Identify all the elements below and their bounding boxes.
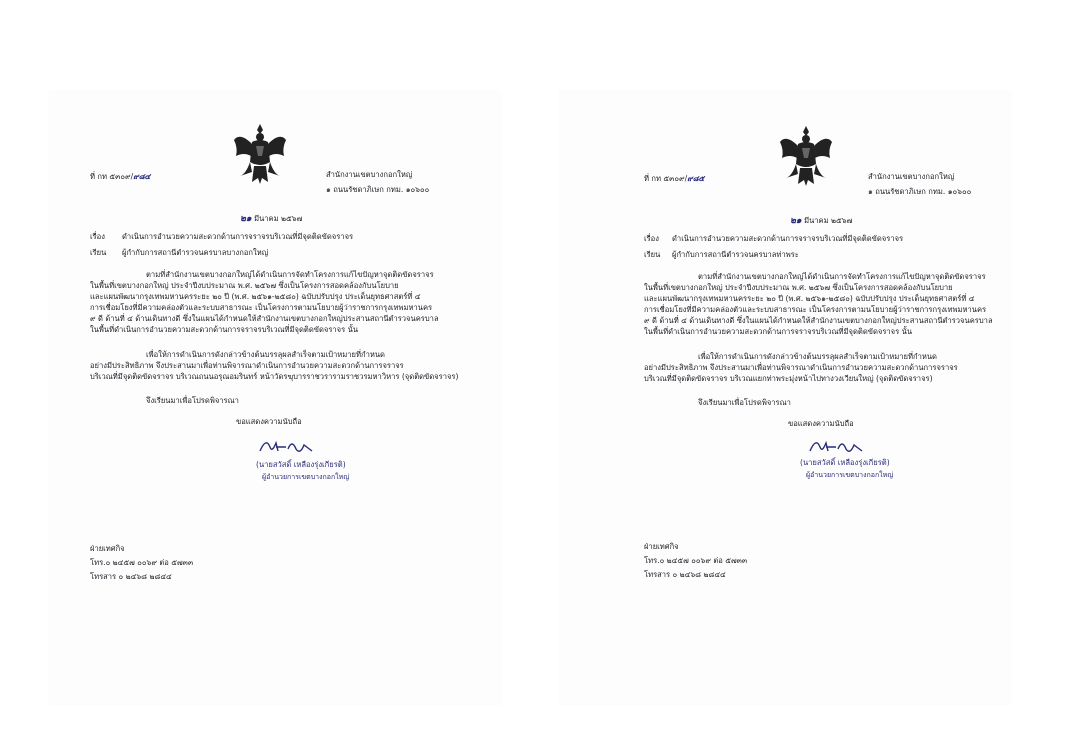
signer-title: ผู้อำนวยการเขตบางกอกใหญ่ bbox=[262, 473, 350, 481]
subject-text: ดำเนินการอำนวยความสะดวกด้านการจราจรบริเวณที่มีจุดติดขัดจราจร bbox=[122, 232, 354, 241]
paragraph-line: การเชื่อมโยงที่มีความคล่องตัวและระบบสาธารณะ เป็นโครงการตามนโยบายผู้ว่าราชการกรุงเทพมหานคร bbox=[644, 305, 987, 314]
recipient-text: ผู้กำกับการสถานีตำรวจนครบาลบางกอกใหญ่ bbox=[122, 248, 269, 257]
phone-number: โทร.๐ ๒๔๕๗ ๐๐๖๙ ต่อ ๕๗๓๓ bbox=[644, 556, 748, 565]
closing-line: ขอแสดงความนับถือ bbox=[788, 419, 854, 428]
garuda-emblem-icon bbox=[232, 122, 288, 186]
phone-number: โทร.๐ ๒๔๕๗ ๐๐๖๙ ต่อ ๕๗๓๓ bbox=[90, 558, 194, 567]
paragraph-line: ตามที่สำนักงานเขตบางกอกใหญ่ได้ดำเนินการจัดทำโครงการแก้ไขปัญหาจุดติดขัดจราจร bbox=[146, 270, 434, 279]
paragraph-line: และแผนพัฒนากรุงเทพมหานครระยะ ๒๐ ปี (พ.ศ. ๒๕๖๑-๒๕๘๐) ฉบับปรับปรุง ประเด็นยุทธศาสตร์ที่ ๔ bbox=[644, 294, 975, 303]
signature-icon bbox=[806, 435, 870, 457]
fax-number: โทรสาร ๐ ๒๔๖๘ ๒๘๔๔ bbox=[644, 570, 726, 579]
fax-number: โทรสาร ๐ ๒๔๖๘ ๒๘๔๔ bbox=[90, 572, 172, 581]
department: ฝ่ายเทศกิจ bbox=[644, 542, 679, 551]
letter-date: ๒๑ มีนาคม ๒๕๖๗ bbox=[790, 216, 853, 226]
paragraph-line: บริเวณที่มีจุดติดขัดจราจร บริเวณถนนอรุณอมรินทร์ หน้าวัดรฆุบารราชวรารามราชวรมหาวิหาร (จุดติดขัดจราจร) bbox=[90, 372, 459, 381]
request-line: จึงเรียนมาเพื่อโปรดพิจารณา bbox=[146, 396, 239, 405]
subject-label: เรื่อง bbox=[90, 232, 105, 241]
paragraph-line: เพื่อให้การดำเนินการดังกล่าวข้างต้นบรรลุผลสำเร็จตามเป้าหมายที่กำหนด bbox=[146, 350, 385, 359]
paragraph-line: ในพื้นที่เขตบางกอกใหญ่ ประจำปีงบประมาณ พ.ศ. ๒๕๖๗ ซึ่งเป็นโครงการสอดคล้องกับนโยบาย bbox=[90, 281, 399, 290]
subject-label: เรื่อง bbox=[644, 234, 659, 243]
office-address: ๑ ถนนรัชดาภิเษก กทม. ๑๐๖๐๐ bbox=[868, 187, 972, 196]
letter-page-left bbox=[50, 92, 500, 704]
paragraph-line: ในพื้นที่ดำเนินการอำนวยความสะดวกด้านการจราจรบริเวณที่มีจุดติดขัดจราจร นั้น bbox=[644, 327, 913, 336]
recipient-text: ผู้กำกับการสถานีตำรวจนครบาลท่าพระ bbox=[672, 250, 799, 259]
letter-page-right bbox=[560, 92, 1010, 704]
signature-icon bbox=[256, 435, 320, 457]
office-name: สำนักงานเขตบางกอกใหญ่ bbox=[868, 172, 955, 181]
letter-date: ๒๑ มีนาคม ๒๕๖๗ bbox=[240, 214, 303, 224]
subject-text: ดำเนินการอำนวยความสะดวกด้านการจราจรบริเวณที่มีจุดติดขัดจราจร bbox=[672, 234, 904, 243]
paragraph-line: ๙ ดี ด้านที่ ๔ ด้านเดินทางดี ซึ่งในแผนได้กำหนดให้สำนักงานเขตบางกอกใหญ่ประสานสถานีตำรวจนครบาล bbox=[644, 316, 993, 325]
paragraph-line: การเชื่อมโยงที่มีความคล่องตัวและระบบสาธารณะ เป็นโครงการตามนโยบายผู้ว่าราชการกรุงเทพมหานคร bbox=[90, 303, 433, 312]
paragraph-line: อย่างมีประสิทธิภาพ จึงประสานมาเพื่อท่านพิจารณาดำเนินการอำนวยความสะดวกด้านการจราจร bbox=[90, 361, 404, 370]
paragraph-line: ตามที่สำนักงานเขตบางกอกใหญ่ได้ดำเนินการจัดทำโครงการแก้ไขปัญหาจุดติดขัดจราจร bbox=[698, 272, 986, 281]
reference-number: ที่ กท ๕๓๐๙/๙๘๕ bbox=[644, 174, 705, 183]
office-address: ๑ ถนนรัชดาภิเษก กทม. ๑๐๖๐๐ bbox=[326, 185, 430, 194]
request-line: จึงเรียนมาเพื่อโปรดพิจารณา bbox=[698, 398, 791, 407]
paragraph-line: ๙ ดี ด้านที่ ๔ ด้านเดินทางดี ซึ่งในแผนได้กำหนดให้สำนักงานเขตบางกอกใหญ่ประสานสถานีตำรวจนครบาล bbox=[90, 314, 439, 323]
signer-name: (นายสวัสดิ์ เหลืองรุ่งเกียรติ) bbox=[256, 460, 346, 469]
paragraph-line: ในพื้นที่เขตบางกอกใหญ่ ประจำปีงบประมาณ พ.ศ. ๒๕๖๗ ซึ่งเป็นโครงการสอดคล้องกับนโยบาย bbox=[644, 283, 953, 292]
garuda-emblem-icon bbox=[778, 124, 834, 188]
recipient-label: เรียน bbox=[90, 248, 107, 257]
paragraph-line: ในพื้นที่ดำเนินการอำนวยความสะดวกด้านการจราจรบริเวณที่มีจุดติดขัดจราจร นั้น bbox=[90, 325, 359, 334]
recipient-label: เรียน bbox=[644, 250, 661, 259]
paragraph-line: และแผนพัฒนากรุงเทพมหานครระยะ ๒๐ ปี (พ.ศ. ๒๕๖๑-๒๕๘๐) ฉบับปรับปรุง ประเด็นยุทธศาสตร์ที่ ๔ bbox=[90, 292, 421, 301]
paragraph-line: บริเวณที่มีจุดติดขัดจราจร บริเวณแยกท่าพระมุ่งหน้าไปทางวงเวียนใหญ่ (จุดติดขัดจราจร) bbox=[644, 374, 933, 383]
closing-line: ขอแสดงความนับถือ bbox=[236, 417, 302, 426]
signer-title: ผู้อำนวยการเขตบางกอกใหญ่ bbox=[806, 471, 894, 479]
department: ฝ่ายเทศกิจ bbox=[90, 544, 125, 553]
paragraph-line: เพื่อให้การดำเนินการดังกล่าวข้างต้นบรรลุผลสำเร็จตามเป้าหมายที่กำหนด bbox=[698, 352, 937, 361]
reference-number: ที่ กท ๕๓๐๙/๙๘๔ bbox=[90, 172, 151, 181]
paragraph-line: อย่างมีประสิทธิภาพ จึงประสานมาเพื่อท่านพิจารณาดำเนินการอำนวยความสะดวกด้านการจราจร bbox=[644, 363, 958, 372]
office-name: สำนักงานเขตบางกอกใหญ่ bbox=[326, 170, 413, 179]
signer-name: (นายสวัสดิ์ เหลืองรุ่งเกียรติ) bbox=[800, 458, 890, 467]
